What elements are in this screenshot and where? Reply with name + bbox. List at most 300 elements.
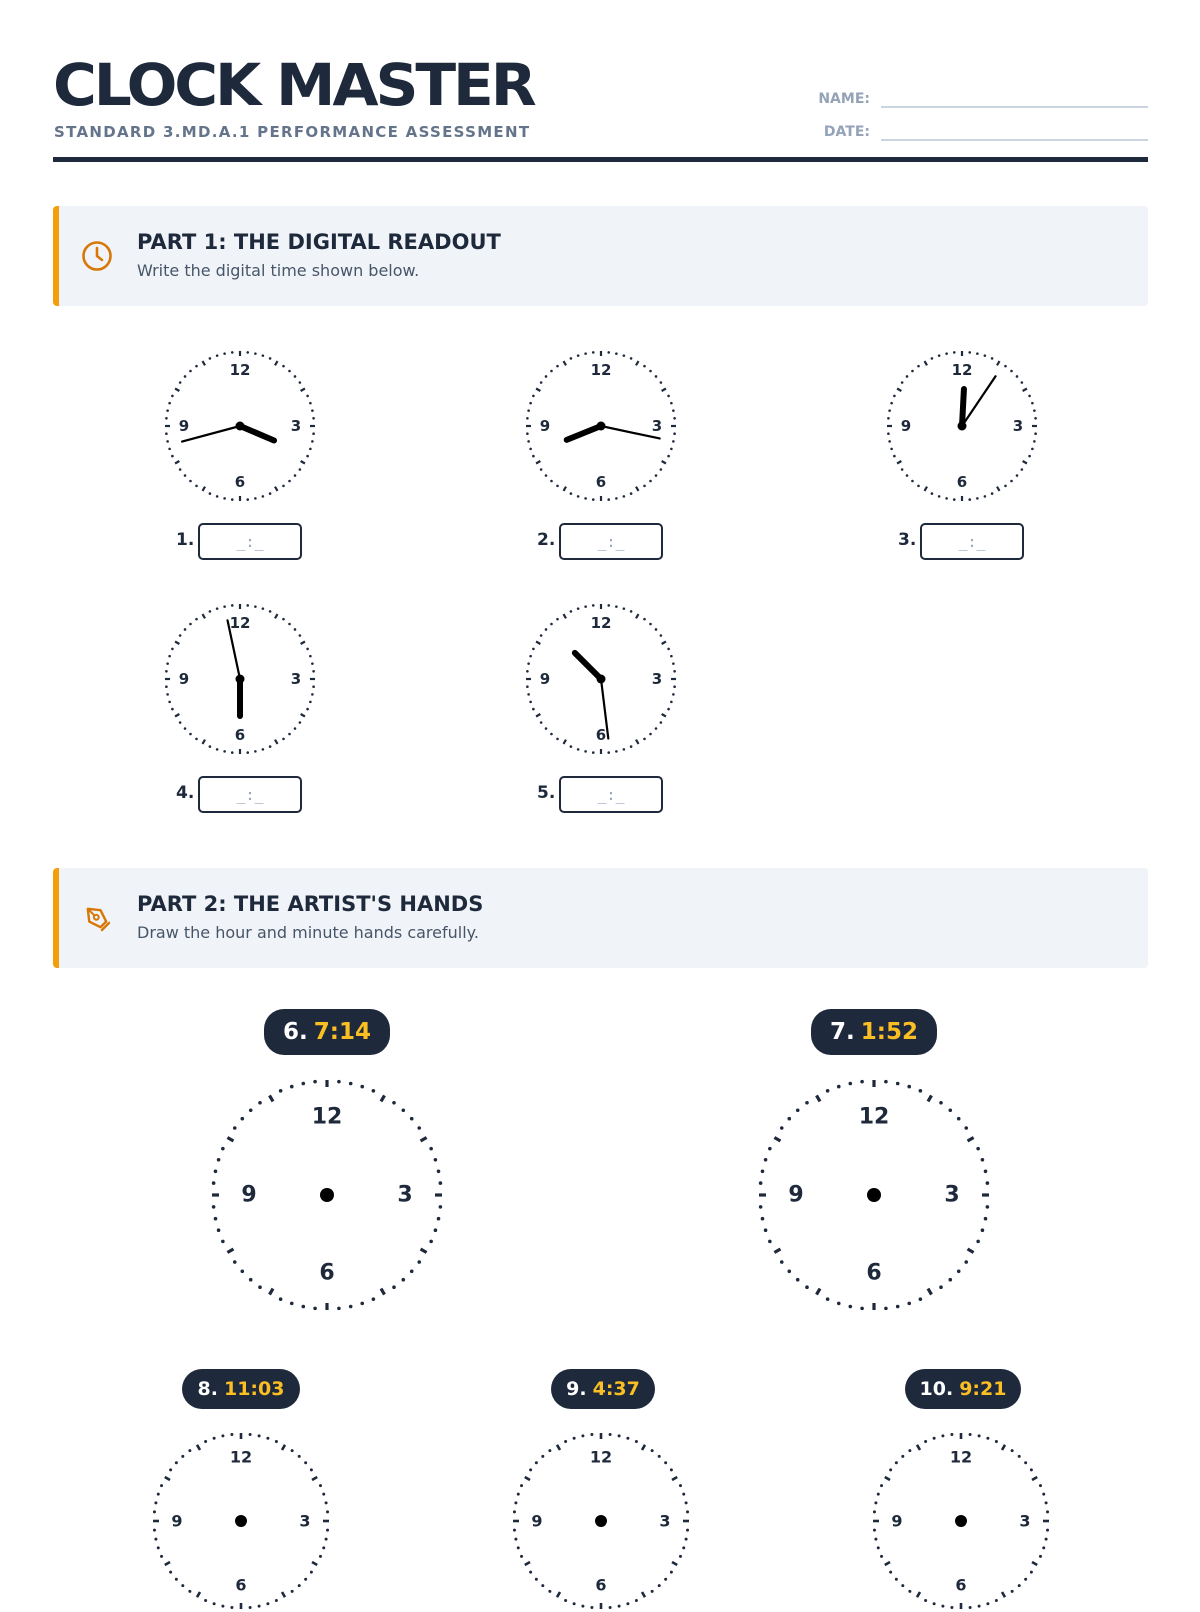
minute-tick xyxy=(805,1101,809,1105)
minute-tick xyxy=(1010,370,1013,373)
minute-tick xyxy=(968,498,971,501)
minute-tick xyxy=(223,497,226,500)
hour-tick xyxy=(968,1249,974,1253)
minute-tick xyxy=(212,1205,216,1209)
minute-tick xyxy=(768,1240,772,1244)
minute-tick xyxy=(513,1510,516,1513)
hour-tick xyxy=(557,1592,560,1597)
clock-icon xyxy=(79,238,115,274)
minute-tick xyxy=(312,417,315,420)
dial-number: 12 xyxy=(951,361,973,379)
minute-tick xyxy=(231,751,234,754)
minute-tick xyxy=(550,623,553,626)
hour-hand xyxy=(240,426,274,440)
hour-tick xyxy=(197,1592,200,1597)
dial-number: 9 xyxy=(178,670,190,688)
minute-tick xyxy=(171,455,174,458)
minute-tick xyxy=(931,357,934,360)
minute-tick xyxy=(623,495,626,498)
hour-tick xyxy=(203,361,206,365)
minute-tick xyxy=(660,634,663,637)
hour-tick xyxy=(636,740,639,744)
blank-clock-7[interactable] xyxy=(756,1077,992,1313)
minute-tick xyxy=(169,1468,172,1471)
minute-tick xyxy=(269,610,272,613)
time-label-pill-10 xyxy=(905,1369,1021,1409)
hour-tick xyxy=(165,1562,170,1565)
minute-tick xyxy=(880,1555,883,1558)
minute-tick xyxy=(976,1240,980,1244)
minute-tick xyxy=(254,497,257,500)
hour-tick xyxy=(885,1477,890,1480)
blank-clock-9[interactable] xyxy=(510,1430,692,1612)
minute-tick xyxy=(848,1305,852,1309)
hour-tick xyxy=(227,1138,233,1142)
dial-number: 12 xyxy=(229,1447,253,1467)
minute-tick xyxy=(1039,1555,1042,1558)
name-field-line[interactable] xyxy=(881,106,1148,108)
minute-tick xyxy=(615,352,618,355)
minute-tick xyxy=(635,1440,638,1443)
minute-tick xyxy=(401,1108,405,1112)
minute-tick xyxy=(907,1085,911,1089)
minute-tick xyxy=(981,1158,985,1162)
minute-tick xyxy=(291,1449,294,1452)
minute-tick xyxy=(179,468,182,471)
answer-box-4[interactable]: _:_ xyxy=(198,776,302,813)
worksheet-title: CLOCK MASTER xyxy=(53,51,534,119)
minute-tick xyxy=(623,354,626,357)
answer-box-1[interactable]: _:_ xyxy=(198,523,302,560)
dial-number: 3 xyxy=(651,417,663,435)
date-field-line[interactable] xyxy=(881,139,1148,141)
minute-tick xyxy=(577,607,580,610)
dial-number: 12 xyxy=(590,361,612,379)
dial-number: 9 xyxy=(531,1511,543,1531)
minute-tick xyxy=(179,381,182,384)
minute-tick xyxy=(527,662,530,665)
minute-tick xyxy=(311,440,314,443)
minute-tick xyxy=(217,1228,221,1232)
minute-tick xyxy=(417,1126,421,1130)
minute-tick xyxy=(166,662,169,665)
minute-tick xyxy=(322,1546,325,1549)
minute-tick xyxy=(230,1606,233,1609)
minute-tick xyxy=(643,365,646,368)
minute-tick xyxy=(439,1205,443,1209)
time-label-pill-8 xyxy=(182,1369,300,1409)
minute-tick xyxy=(231,498,234,501)
minute-tick xyxy=(168,655,171,658)
minute-tick xyxy=(880,1484,883,1487)
hour-tick xyxy=(282,1445,285,1450)
dial-number: 3 xyxy=(397,1182,413,1208)
minute-tick xyxy=(584,352,587,355)
minute-tick xyxy=(623,607,626,610)
hour-tick xyxy=(536,389,540,392)
minute-tick xyxy=(175,1578,178,1581)
minute-tick xyxy=(658,1584,661,1587)
minute-tick xyxy=(1046,1510,1049,1513)
clock-face-3 xyxy=(884,348,1040,504)
minute-tick xyxy=(304,1578,307,1581)
blank-clock-10[interactable] xyxy=(870,1430,1052,1612)
dial-number: 6 xyxy=(955,1575,967,1595)
hour-tick xyxy=(662,642,666,645)
minute-tick xyxy=(299,721,302,724)
clock-face-4 xyxy=(162,601,318,757)
hour-tick xyxy=(165,1477,170,1480)
hour-tick xyxy=(672,1562,677,1565)
minute-tick xyxy=(837,1085,841,1089)
minute-tick xyxy=(326,1510,329,1513)
minute-tick xyxy=(945,352,948,355)
minute-tick xyxy=(166,409,169,412)
minute-tick xyxy=(181,1584,184,1587)
minute-tick xyxy=(189,733,192,736)
minute-tick xyxy=(887,417,890,420)
minute-tick xyxy=(1021,381,1024,384)
hour-tick xyxy=(917,1592,920,1597)
header-divider xyxy=(53,157,1148,162)
minute-tick xyxy=(526,685,529,688)
minute-tick xyxy=(262,354,265,357)
target-time: 11:03 xyxy=(223,1378,285,1400)
minute-tick xyxy=(532,395,535,398)
minute-tick xyxy=(529,655,532,658)
hour-tick xyxy=(536,714,540,717)
dial-number: 12 xyxy=(590,614,612,632)
minute-tick xyxy=(266,1602,269,1605)
minute-tick xyxy=(660,721,663,724)
problem-number: 6. xyxy=(283,1019,308,1045)
minute-tick xyxy=(529,701,532,704)
minute-tick xyxy=(231,351,234,354)
minute-tick xyxy=(1024,1578,1027,1581)
minute-tick xyxy=(950,1433,953,1436)
minute-tick xyxy=(615,750,618,753)
part2-heading: PART 2: THE ARTIST'S HANDS xyxy=(137,892,484,916)
minute-tick xyxy=(764,1228,768,1232)
minute-tick xyxy=(240,1117,244,1121)
hour-tick xyxy=(564,740,567,744)
minute-tick xyxy=(195,738,198,741)
minute-tick xyxy=(577,495,580,498)
minute-tick xyxy=(1024,1461,1027,1464)
minute-tick xyxy=(887,432,890,435)
hour-tick xyxy=(381,1289,385,1295)
blank-clock-8[interactable] xyxy=(150,1430,332,1612)
minute-tick xyxy=(288,623,291,626)
hour-hand xyxy=(575,653,601,679)
hour-tick xyxy=(301,389,305,392)
minute-tick xyxy=(672,440,675,443)
minute-tick xyxy=(171,395,174,398)
minute-tick xyxy=(246,351,249,354)
minute-tick xyxy=(230,1433,233,1436)
minute-tick xyxy=(981,1228,985,1232)
minute-tick xyxy=(517,1493,520,1496)
minute-tick xyxy=(895,1461,898,1464)
minute-tick xyxy=(514,1538,517,1541)
minute-tick xyxy=(165,432,168,435)
hour-tick xyxy=(175,389,179,392)
minute-tick xyxy=(209,610,212,613)
minute-tick xyxy=(301,1082,305,1086)
minute-tick xyxy=(216,748,219,751)
center-pivot xyxy=(597,422,606,431)
dial-number: 12 xyxy=(589,1447,613,1467)
minute-tick xyxy=(246,498,249,501)
minute-tick xyxy=(282,618,285,621)
minute-tick xyxy=(919,1297,923,1301)
minute-tick xyxy=(254,750,257,753)
minute-tick xyxy=(410,1117,414,1121)
hour-tick xyxy=(1023,389,1027,392)
center-pivot xyxy=(320,1188,334,1202)
minute-tick xyxy=(160,1555,163,1558)
minute-tick xyxy=(626,1437,629,1440)
minute-tick xyxy=(309,402,312,405)
dial-number: 3 xyxy=(1012,417,1024,435)
minute-tick xyxy=(874,1538,877,1541)
minute-tick xyxy=(630,357,633,360)
hour-tick xyxy=(1032,1562,1037,1565)
minute-tick xyxy=(209,492,212,495)
minute-tick xyxy=(157,1493,160,1496)
minute-tick xyxy=(908,1449,911,1452)
time-label-pill-7 xyxy=(811,1009,937,1055)
minute-tick xyxy=(204,1440,207,1443)
hour-tick xyxy=(636,614,639,618)
part2-banner xyxy=(53,868,1148,968)
minute-tick xyxy=(258,1434,261,1437)
dial-number: 6 xyxy=(234,473,246,491)
minute-tick xyxy=(216,495,219,498)
minute-tick xyxy=(540,721,543,724)
minute-tick xyxy=(249,1433,252,1436)
hour-tick xyxy=(301,642,305,645)
minute-tick xyxy=(213,1602,216,1605)
minute-tick xyxy=(673,670,676,673)
minute-tick xyxy=(310,1571,313,1574)
minute-tick xyxy=(209,745,212,748)
hour-tick xyxy=(642,1592,645,1597)
minute-tick xyxy=(938,495,941,498)
minute-tick xyxy=(895,1578,898,1581)
minute-tick xyxy=(214,1217,218,1221)
minute-tick xyxy=(269,357,272,360)
minute-tick xyxy=(313,1307,317,1311)
minute-tick xyxy=(945,497,948,500)
minute-tick xyxy=(877,1493,880,1496)
minute-tick xyxy=(258,1101,262,1105)
minute-tick xyxy=(231,604,234,607)
minute-tick xyxy=(805,1285,809,1289)
minute-tick xyxy=(848,1082,852,1086)
minute-tick xyxy=(685,1501,688,1504)
minute-tick xyxy=(924,1599,927,1602)
minute-tick xyxy=(901,381,904,384)
minute-tick xyxy=(401,1278,405,1282)
hour-tick xyxy=(997,487,1000,491)
minute-tick xyxy=(290,1302,294,1306)
minute-tick xyxy=(873,1529,876,1532)
minute-tick xyxy=(986,1205,990,1209)
minute-tick xyxy=(682,1546,685,1549)
hour-tick xyxy=(885,1562,890,1565)
center-pivot xyxy=(236,675,245,684)
hour-tick xyxy=(564,361,567,365)
minute-hand xyxy=(962,376,996,426)
dial-number: 12 xyxy=(229,361,251,379)
blank-clock-6[interactable] xyxy=(209,1077,445,1313)
center-pivot xyxy=(597,675,606,684)
minute-tick xyxy=(526,432,529,435)
minute-tick xyxy=(969,1433,972,1436)
minute-tick xyxy=(306,395,309,398)
minute-tick xyxy=(901,1455,904,1458)
hour-tick xyxy=(175,642,179,645)
hour-tick xyxy=(1032,1477,1037,1480)
dial-number: 3 xyxy=(299,1511,311,1531)
minute-tick xyxy=(933,1437,936,1440)
hour-tick xyxy=(227,1249,233,1253)
minute-tick xyxy=(294,628,297,631)
minute-tick xyxy=(309,448,312,451)
minute-tick xyxy=(189,370,192,373)
minute-tick xyxy=(165,670,168,673)
hour-tick xyxy=(774,1249,780,1253)
minute-tick xyxy=(618,1434,621,1437)
minute-tick xyxy=(643,738,646,741)
minute-tick xyxy=(1034,432,1037,435)
minute-tick xyxy=(901,468,904,471)
minute-tick xyxy=(171,648,174,651)
hour-tick xyxy=(1023,461,1027,464)
answer-box-3[interactable]: _:_ xyxy=(920,523,1024,560)
minute-tick xyxy=(262,607,265,610)
minute-tick xyxy=(556,738,559,741)
minute-tick xyxy=(298,1455,301,1458)
dial-number: 3 xyxy=(651,670,663,688)
question-number: 2. xyxy=(537,530,556,550)
minute-tick xyxy=(643,618,646,621)
minute-tick xyxy=(1045,1501,1048,1504)
minute-tick xyxy=(154,1501,157,1504)
minute-tick xyxy=(984,1217,988,1221)
minute-tick xyxy=(306,648,309,651)
minute-tick xyxy=(630,610,633,613)
minute-tick xyxy=(526,417,529,420)
hour-tick xyxy=(928,1095,932,1101)
hour-tick xyxy=(897,461,901,464)
answer-box-2[interactable]: _:_ xyxy=(559,523,663,560)
minute-tick xyxy=(917,365,920,368)
minute-tick xyxy=(573,1437,576,1440)
minute-tick xyxy=(288,733,291,736)
minute-tick xyxy=(221,1240,225,1244)
dial-number: 3 xyxy=(290,670,302,688)
minute-tick xyxy=(577,748,580,751)
minute-tick xyxy=(437,1169,441,1173)
minute-tick xyxy=(1031,402,1034,405)
minute-tick xyxy=(233,1260,237,1264)
minute-tick xyxy=(233,1126,237,1130)
minute-tick xyxy=(520,1555,523,1558)
minute-tick xyxy=(884,1307,888,1311)
answer-box-5[interactable]: _:_ xyxy=(559,776,663,813)
minute-tick xyxy=(429,1240,433,1244)
dial-number: 3 xyxy=(944,1182,960,1208)
dial-number: 9 xyxy=(178,417,190,435)
minute-tick xyxy=(964,1126,968,1130)
target-time: 4:37 xyxy=(592,1378,640,1400)
minute-tick xyxy=(294,727,297,730)
minute-tick xyxy=(325,1501,328,1504)
minute-tick xyxy=(304,1461,307,1464)
minute-tick xyxy=(154,1538,157,1541)
minute-tick xyxy=(153,1529,156,1532)
hour-tick xyxy=(925,361,928,365)
minute-tick xyxy=(1042,1493,1045,1496)
minute-tick xyxy=(541,1584,544,1587)
hour-tick xyxy=(928,1289,932,1295)
minute-tick xyxy=(957,1269,961,1273)
minute-tick xyxy=(535,1578,538,1581)
minute-tick xyxy=(258,1605,261,1608)
minute-tick xyxy=(189,480,192,483)
minute-tick xyxy=(667,708,670,711)
minute-tick xyxy=(570,357,573,360)
minute-tick xyxy=(526,670,529,673)
minute-tick xyxy=(157,1546,160,1549)
minute-tick xyxy=(670,448,673,451)
dial-number: 3 xyxy=(1019,1511,1031,1531)
minute-tick xyxy=(660,381,663,384)
minute-tick xyxy=(1033,440,1036,443)
minute-tick xyxy=(410,1269,414,1273)
minute-tick xyxy=(607,498,610,501)
minute-tick xyxy=(592,604,595,607)
minute-tick xyxy=(664,1578,667,1581)
minute-tick xyxy=(615,497,618,500)
clock-face-5 xyxy=(523,601,679,757)
dial-number: 12 xyxy=(311,1104,343,1130)
hour-tick xyxy=(275,361,278,365)
minute-tick xyxy=(877,1546,880,1549)
minute-tick xyxy=(550,733,553,736)
minute-tick xyxy=(209,357,212,360)
minute-tick xyxy=(995,1599,998,1602)
minute-tick xyxy=(889,1571,892,1574)
minute-tick xyxy=(349,1305,353,1309)
minute-tick xyxy=(1016,375,1019,378)
minute-tick xyxy=(655,375,658,378)
minute-tick xyxy=(673,417,676,420)
dial-number: 12 xyxy=(229,614,251,632)
minute-tick xyxy=(1021,468,1024,471)
minute-tick xyxy=(311,693,314,696)
center-pivot xyxy=(235,1515,247,1527)
minute-tick xyxy=(911,370,914,373)
minute-tick xyxy=(623,748,626,751)
minute-tick xyxy=(360,1085,364,1089)
minute-tick xyxy=(917,485,920,488)
minute-tick xyxy=(948,1108,952,1112)
minute-tick xyxy=(1004,365,1007,368)
minute-tick xyxy=(592,351,595,354)
